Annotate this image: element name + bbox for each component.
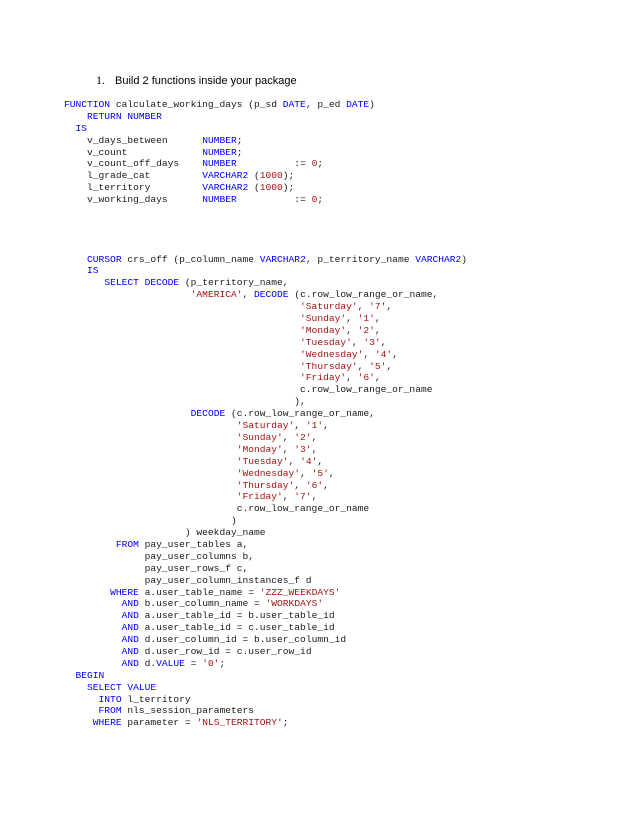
code-line: 'Sunday', '1',	[300, 313, 381, 325]
code-line: AND b.user_column_name = 'WORKDAYS'	[121, 598, 324, 610]
code-line: 'AMERICA', DECODE (c.row_low_range_or_name,	[190, 289, 439, 301]
code-block	[64, 99, 467, 729]
code-line: l_grade_cat VARCHAR2 (1000);	[64, 170, 295, 182]
code-line: AND d.user_column_id = b.user_column_id	[121, 634, 347, 646]
code-line: pay_user_rows_f c,	[64, 562, 249, 574]
code-line: c.row_low_range_or_name	[64, 503, 370, 515]
code-line: 'Saturday', '1',	[236, 420, 329, 432]
code-line: 'Monday', '2',	[300, 324, 381, 336]
code-line: )	[64, 515, 237, 527]
code-line: IS	[75, 122, 88, 134]
code-line	[64, 242, 467, 254]
code-line: v_count NUMBER;	[64, 146, 243, 158]
code-line: AND a.user_table_id = b.user_table_id	[121, 610, 335, 622]
code-line: AND a.user_table_id = c.user_table_id	[121, 622, 335, 634]
code-line: 'Thursday', '5',	[300, 360, 393, 372]
code-line: CURSOR crs_off (p_column_name VARCHAR2, p_territory_name VARCHAR2)	[87, 253, 468, 265]
code-line	[64, 230, 467, 242]
code-line: INTO l_territory	[98, 693, 191, 705]
code-line: FUNCTION calculate_working_days (p_sd DATE, p_ed DATE)	[64, 99, 375, 110]
code-line: pay_user_columns b,	[64, 550, 254, 562]
code-line: 'Monday', '3',	[236, 443, 318, 455]
code-line: ) weekday_name	[64, 527, 266, 539]
code-line: 'Wednesday', '5',	[236, 467, 335, 479]
code-line	[64, 218, 467, 230]
code-line: AND d.VALUE = '0';	[121, 657, 226, 669]
code-line: 'Tuesday', '4',	[236, 455, 324, 467]
code-line: v_working_days NUMBER := 0;	[64, 194, 324, 206]
code-line: c.row_low_range_or_name	[64, 384, 433, 396]
code-line	[64, 206, 467, 218]
code-line: pay_user_column_instances_f d	[64, 574, 312, 586]
code-line: IS	[87, 265, 99, 277]
code-line: SELECT DECODE (p_territory_name,	[104, 277, 289, 289]
code-line: 'Friday', '6',	[300, 372, 381, 384]
code-line: 'Friday', '7',	[236, 491, 318, 503]
code-line: 'Sunday', '2',	[236, 431, 318, 443]
section-heading	[96, 73, 297, 88]
code-line: v_count_off_days NUMBER := 0;	[64, 158, 324, 170]
code-line: AND d.user_row_id = c.user_row_id	[121, 645, 312, 657]
code-line: WHERE parameter = 'NLS_TERRITORY';	[92, 717, 289, 729]
code-line: DECODE (c.row_low_range_or_name,	[190, 408, 375, 420]
code-line: BEGIN	[75, 669, 105, 681]
code-line: 'Tuesday', '3',	[300, 336, 387, 348]
code-line: SELECT VALUE	[87, 681, 157, 693]
code-line: RETURN NUMBER	[87, 110, 162, 122]
code-line: l_territory VARCHAR2 (1000);	[64, 182, 295, 194]
code-line: WHERE a.user_table_name = 'ZZZ_WEEKDAYS'	[110, 586, 341, 598]
code-line: 'Thursday', '6',	[236, 479, 329, 491]
code-line: ),	[64, 396, 306, 408]
code-line: v_days_between NUMBER;	[64, 134, 243, 146]
code-line: 'Saturday', '7',	[300, 301, 393, 313]
code-line: 'Wednesday', '4',	[300, 348, 398, 360]
list-number: 1.	[96, 73, 105, 87]
heading-text: Build 2 functions inside your package	[115, 75, 297, 87]
code-line: FROM nls_session_parameters	[98, 705, 254, 717]
code-line: FROM pay_user_tables a,	[115, 538, 249, 550]
